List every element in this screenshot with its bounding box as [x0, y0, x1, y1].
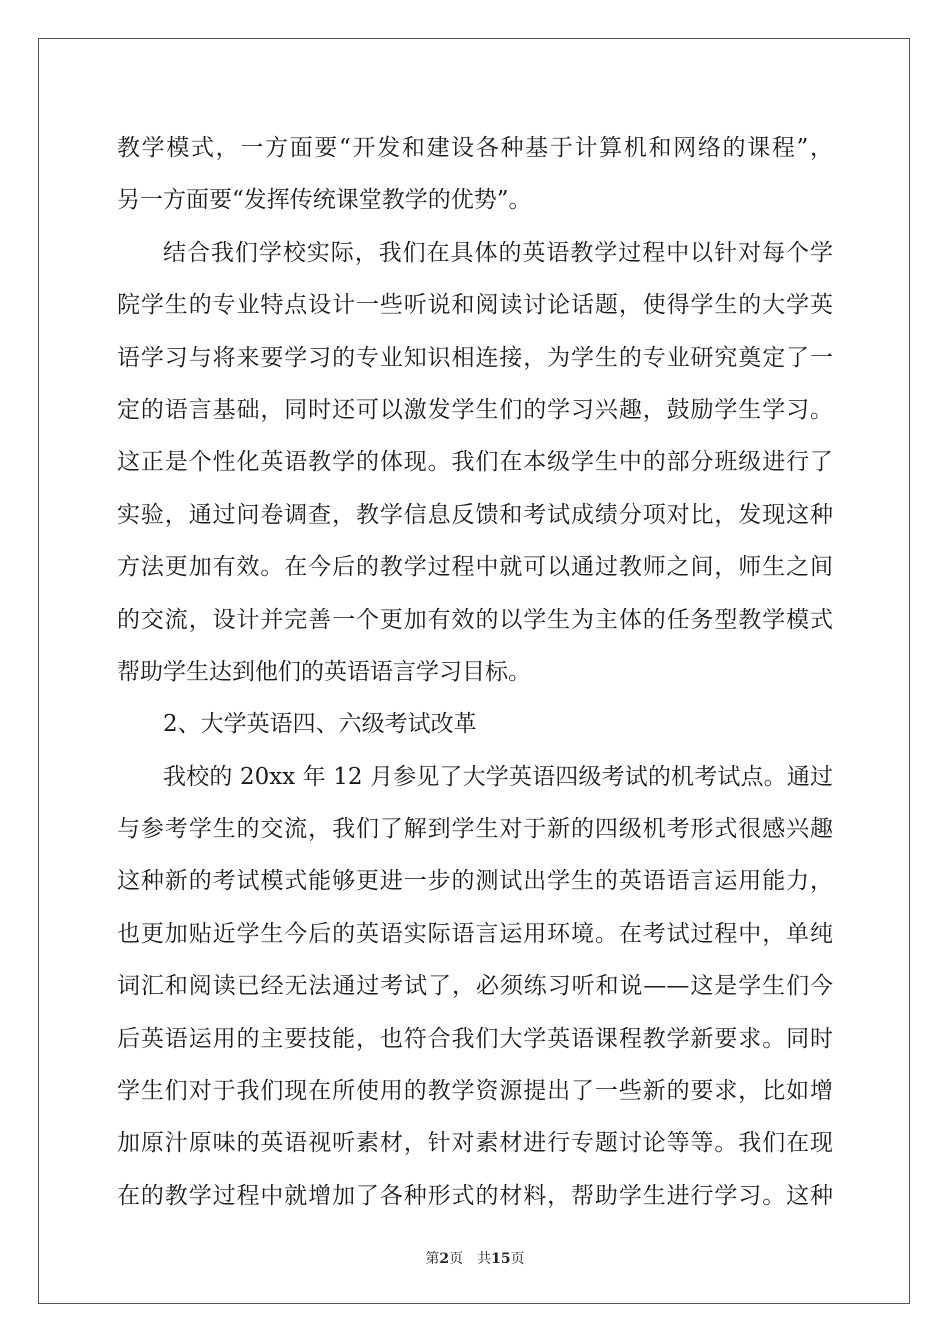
- text-line: 方法更加有效。在今后的教学过程中就可以通过教师之间，师生之间: [117, 554, 833, 581]
- text-line: 结合我们学校实际，我们在具体的英语教学过程中以针对每个学: [163, 239, 833, 266]
- text-line: 院学生的专业特点设计一些听说和阅读讨论话题，使得学生的大学英: [117, 292, 833, 319]
- text-line: 与参考学生的交流，我们了解到学生对于新的四级机考形式很感兴趣: [117, 816, 833, 843]
- text-line: 这种新的考试模式能够更进一步的测试出学生的英语语言运用能力，: [117, 868, 833, 895]
- text-line: 加原汁原味的英语视听素材，针对素材进行专题讨论等等。我们在现: [117, 1130, 833, 1157]
- text-line: 这正是个性化英语教学的体现。我们在本级学生中的部分班级进行了: [117, 449, 833, 476]
- text-line: 也更加贴近学生今后的英语实际语言运用环境。在考试过程中，单纯: [117, 920, 833, 947]
- text-line: 帮助学生达到他们的英语语言学习目标。: [117, 658, 531, 685]
- footer-total-pages: 15: [491, 1251, 511, 1267]
- footer-page-number: 2: [439, 1251, 450, 1267]
- footer-page-prefix: 第: [425, 1251, 440, 1267]
- text-line: 后英语运用的主要技能，也符合我们大学英语课程教学新要求。同时: [117, 1025, 833, 1052]
- text-line: 实验，通过问卷调查，教学信息反馈和考试成绩分项对比，发现这种: [117, 501, 833, 528]
- footer-total-prefix: 共: [477, 1251, 492, 1267]
- footer-total-suffix: 页: [510, 1251, 525, 1267]
- text-line: 定的语言基础，同时还可以激发学生们的学习兴趣，鼓励学生学习。: [117, 396, 833, 423]
- text-line: 学生们对于我们现在所使用的教学资源提出了一些新的要求，比如增: [117, 1078, 833, 1105]
- text-line: 词汇和阅读已经无法通过考试了，必须练习听和说——这是学生们今: [117, 973, 833, 1000]
- text-line: 2、大学英语四、六级考试改革: [163, 711, 477, 738]
- text-line: 语学习与将来要学习的专业知识相连接，为学生的专业研究奠定了一: [117, 344, 833, 371]
- text-line: 在的教学过程中就增加了各种形式的材料，帮助学生进行学习。这种: [117, 1182, 833, 1209]
- text-line: 的交流，设计并完善一个更加有效的以学生为主体的任务型教学模式: [117, 606, 833, 633]
- text-line: 教学模式，一方面要“开发和建设各种基于计算机和网络的课程”，: [117, 135, 833, 161]
- text-line: 另一方面要“发挥传统课堂教学的优势”。: [117, 187, 532, 214]
- document-body: [117, 122, 833, 1222]
- page-footer: [0, 1248, 950, 1268]
- text-line: 我校的 20xx 年 12 月参见了大学英语四级考试的机考试点。通过: [163, 763, 833, 790]
- footer-page-suffix: 页: [449, 1251, 464, 1267]
